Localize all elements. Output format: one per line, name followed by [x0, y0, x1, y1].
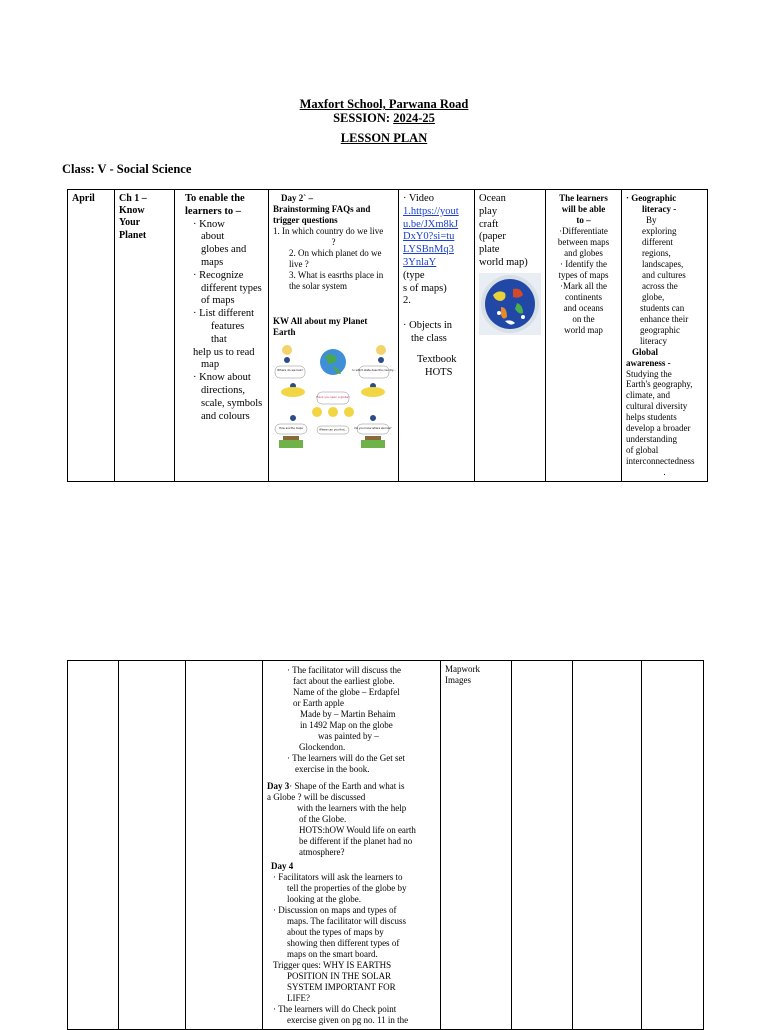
outcomes-cell: The learners will be able to – ·Differentiate between maps and globes · Identify the types of maps ·Mark all the continents and oceans on the world map: [546, 190, 622, 482]
t2-craft-cell: [512, 661, 573, 1030]
lesson-plan-title: LESSON PLAN: [340, 131, 428, 145]
kw-chart-image: [273, 342, 396, 452]
video-link[interactable]: 1.https://yout u.be/JXm8kJ DxY0?si=tu LYSBnMq3 3YnlaY: [403, 205, 459, 268]
values-cell: · Geographic literacy - By exploring different regions, landscapes, and cultures across the globe, students can enhance their geographic literacy Global awareness - Studying the Earth's geography, climate, and cultural diversity helps students develop a broader understanding of global interconnectedness .: [622, 190, 708, 482]
kw-chart-illustration: [273, 342, 396, 452]
bubble-3: Have you seen a globe?: [316, 394, 350, 399]
paper-plate-map-image: [479, 273, 541, 335]
t2-resources-cell: Mapwork Images: [441, 661, 512, 1030]
bubble-1: Where do we live?: [277, 367, 303, 372]
bubble-4: How are the maps: [279, 426, 303, 430]
t2-outcomes-cell: [573, 661, 642, 1030]
class-line: Class: V - Social Science: [62, 162, 192, 176]
kid-face-icon: [282, 345, 292, 355]
school-name: Maxfort School, Parwana Road: [299, 97, 469, 111]
resources-cell: · Video 1.https://yout u.be/JXm8kJ DxY0?si=tu LYSBnMq3 3YnlaY (type s of maps) 2. · Objects in the class Textbook HOTS: [399, 190, 475, 482]
session-line: [0, 111, 768, 126]
session-value: 2024-25: [393, 111, 435, 125]
t2-values-cell: [642, 661, 704, 1030]
bubble-5: Do you know where we live?: [354, 426, 392, 430]
bubble-2: In which state does the country...: [352, 368, 396, 372]
t2-month-cell: [68, 661, 119, 1030]
session-label: SESSION:: [333, 111, 391, 125]
t2-objectives-cell: [186, 661, 263, 1030]
t2-activities-cell: · The facilitator will discuss the fact about the earliest globe. Name of the globe – Erdapfel or Earth apple Made by – Martin Behaim in 1492 Map on the globe was painted by – Glockendon. · The learners will do the Get set exercise in the book. Day 3· Shape of the Earth and what is a Globe ? will be discussed with the learners with the help of the Globe. HOTS:hOW Would life on earth be different if the planet had no atmosphere? Day 4 · Facilitators will ask the learners to tell the properties of the globe by looking at the globe. · Discussion on maps and types of maps. The facilitator will discuss about the types of maps by showing then different types of maps on the smart board. Trigger ques: WHY IS EARTHS POSITION IN THE SOLAR SYSTEM IMPORTANT FOR LIFE? · The learners will do Check point exercise given on pg no. 11 in the: [263, 661, 441, 1030]
lesson-table-1: [67, 189, 708, 482]
kid-face-icon-2: [376, 345, 386, 355]
lesson-table-2: [67, 660, 704, 1030]
month-cell: April: [68, 190, 115, 482]
chapter-cell: Ch 1 – Know Your Planet: [115, 190, 175, 482]
activities-cell: Day 2` – Brainstorming FAQs and trigger questions 1. In which country do we live ? 2. On which planet do we live ? 3. What is easrths place in the solar system KW All about my Planet Earth Where do we live? In which state does the country... Have you seen a globe? How are the maps Do you know where we live? Where can you find...: [269, 190, 399, 482]
bubble-6: Where can you find...: [319, 428, 347, 432]
objectives-cell: To enable the learners to – · Know about globes and maps · Recognize different types of maps · List different features that help us to read map · Know about directions, scale, symbols and colours: [175, 190, 269, 482]
craft-cell: Ocean play craft (paper plate world map): [475, 190, 546, 482]
t2-chapter-cell: [119, 661, 186, 1030]
